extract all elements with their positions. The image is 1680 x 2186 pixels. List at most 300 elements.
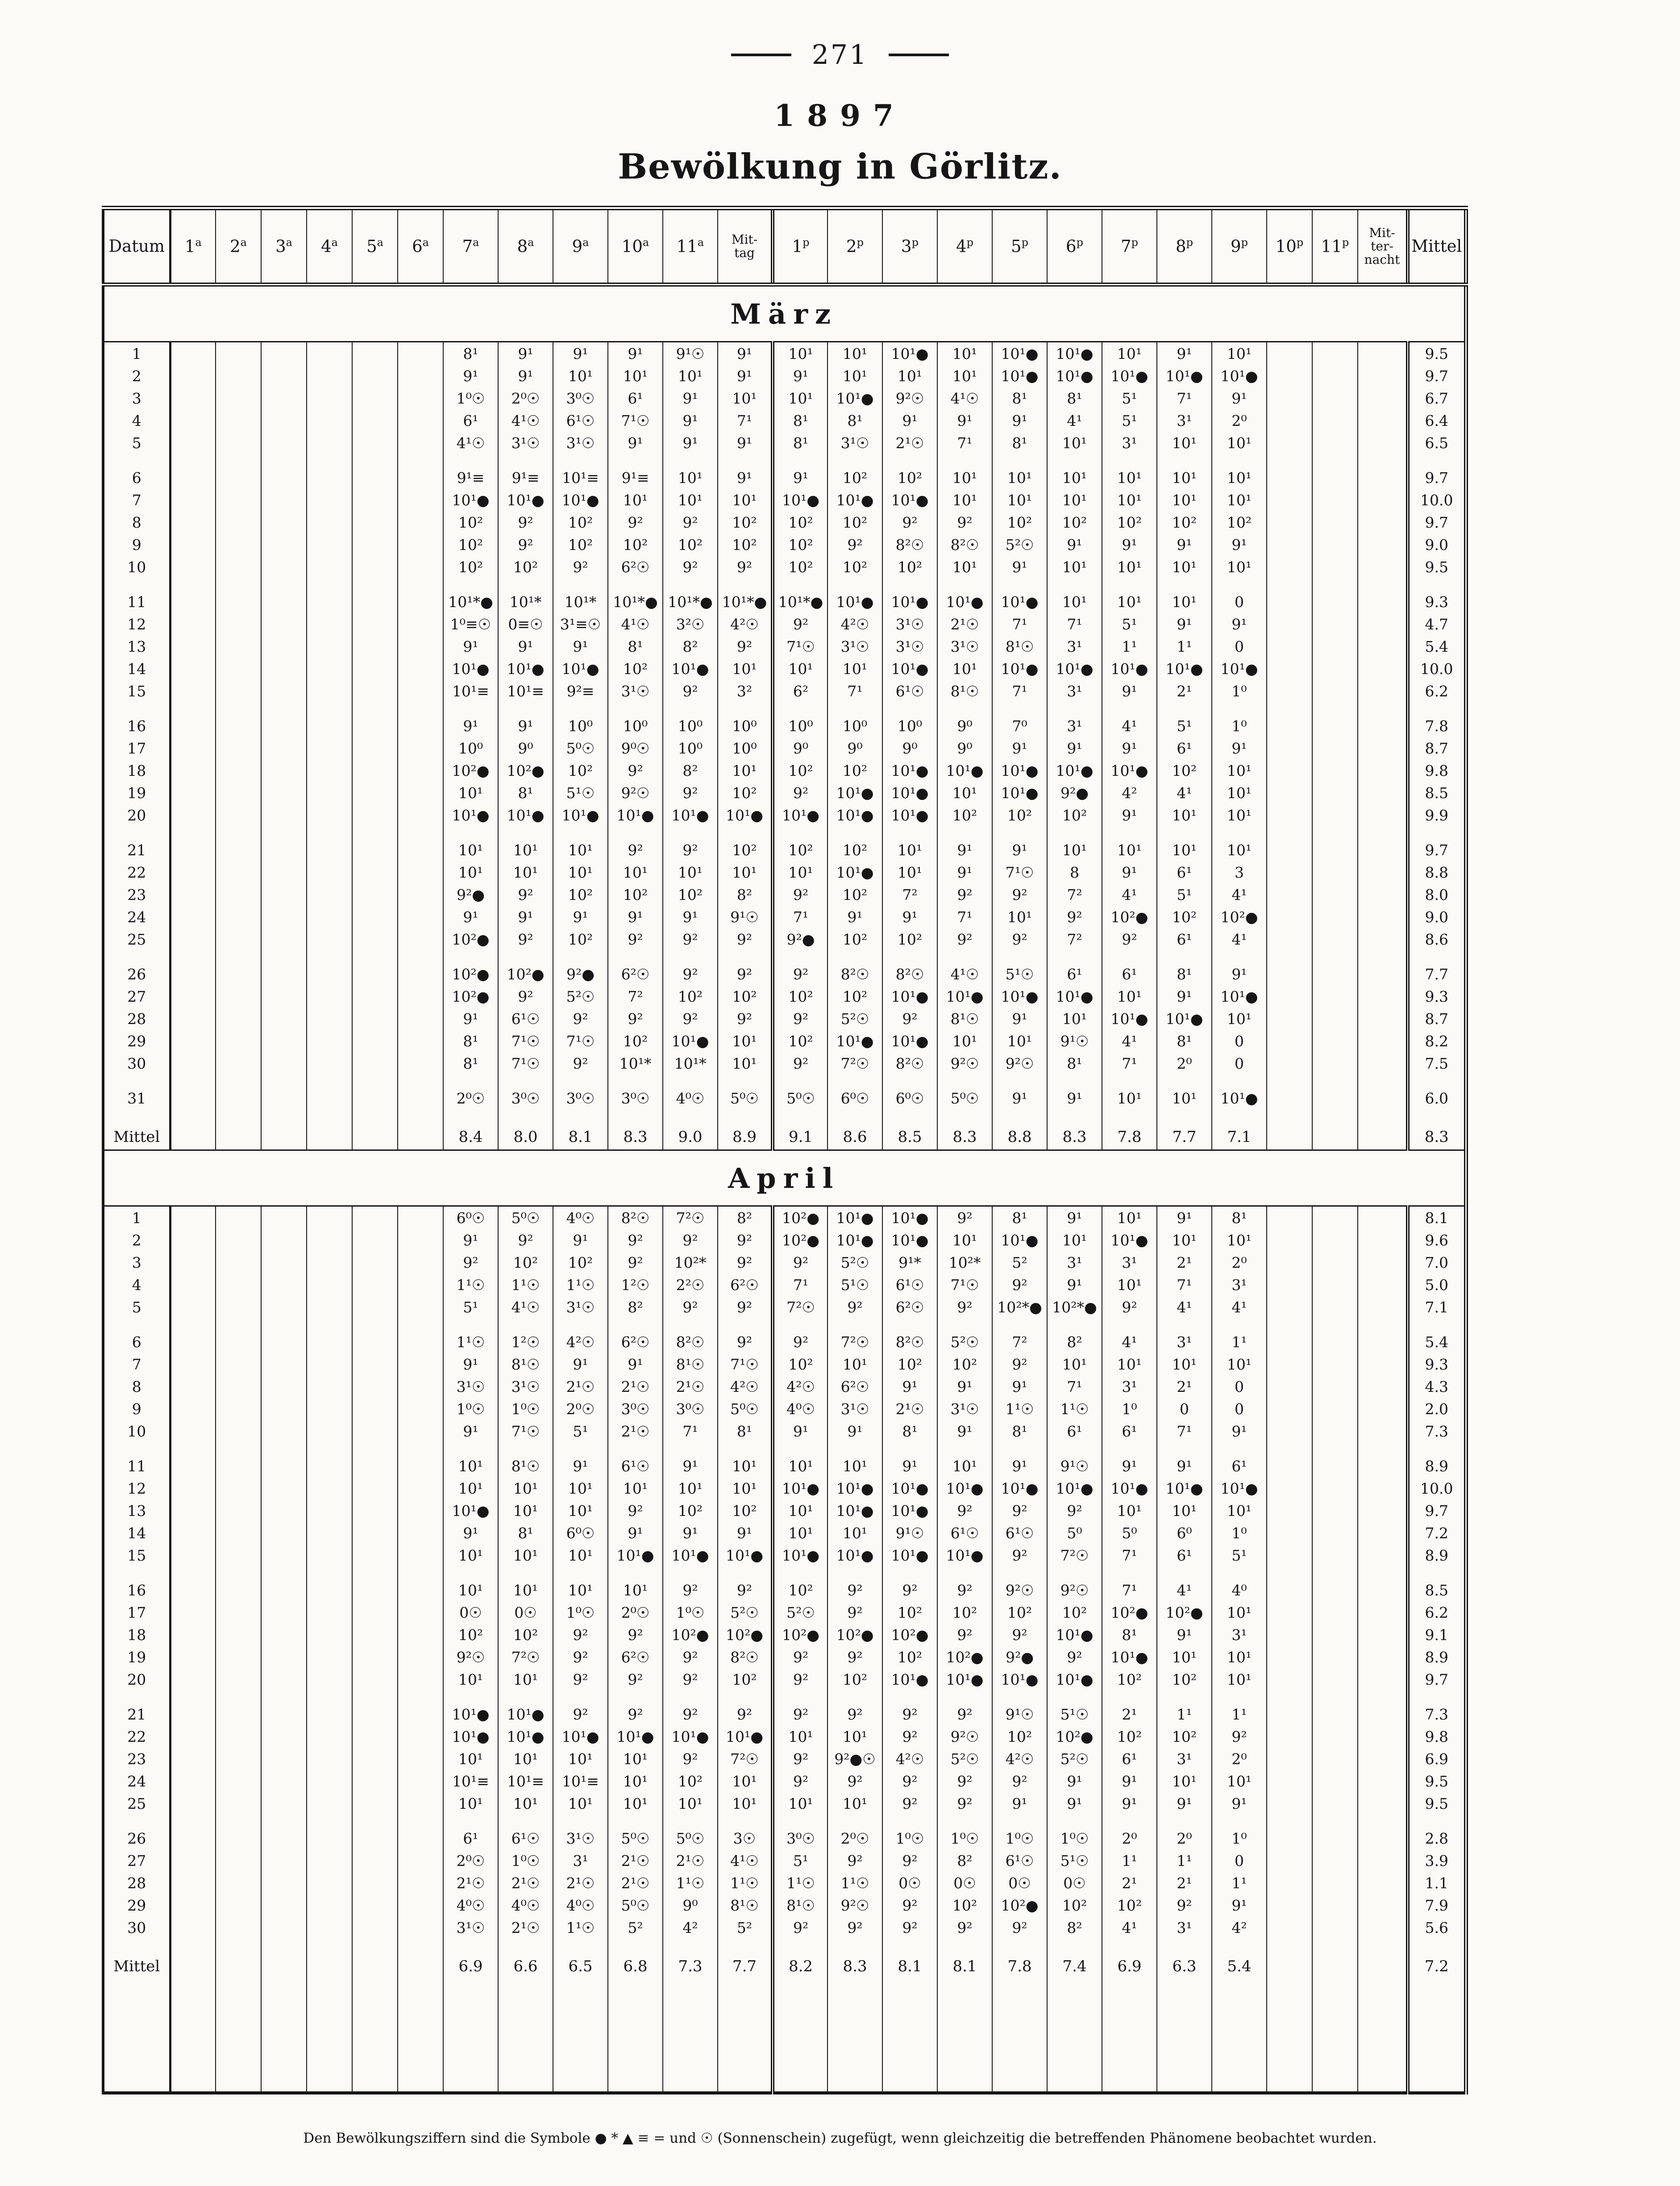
empty-cell	[352, 1792, 398, 1815]
empty-cell	[261, 1748, 307, 1770]
value-cell: 10²	[553, 533, 608, 556]
value-cell: 10¹●	[443, 489, 498, 511]
empty-cell	[216, 342, 261, 365]
empty-cell	[352, 759, 398, 782]
table-row	[103, 1792, 1466, 1815]
value-cell: 10¹	[1102, 454, 1157, 489]
empty-cell	[398, 804, 443, 826]
empty-cell	[1267, 737, 1312, 759]
value-cell: 10⁰	[663, 702, 718, 737]
month-title: April	[103, 1150, 1466, 1206]
value-cell: 0	[1157, 1398, 1212, 1420]
value-cell: 10¹	[443, 1748, 498, 1770]
empty-cell	[170, 1691, 216, 1725]
column-header-6: 6$^p$	[1047, 208, 1102, 285]
value-cell: 9²	[992, 1499, 1047, 1522]
daily-mittel-cell: 8.3	[1408, 1109, 1466, 1150]
empty-cell	[261, 1770, 307, 1792]
value-cell: 0☉	[937, 1872, 992, 1894]
empty-cell	[216, 782, 261, 804]
table-row	[103, 1566, 1466, 1601]
value-cell: 4¹☉	[498, 1296, 553, 1318]
empty-cell	[1358, 1668, 1408, 1691]
value-cell: 10¹	[608, 1770, 663, 1792]
value-cell: 9¹	[663, 387, 718, 409]
value-cell: 10¹≡	[443, 680, 498, 702]
table-row	[103, 635, 1466, 658]
value-cell: 10¹●	[937, 759, 992, 782]
daily-mittel-cell: 6.2	[1408, 1601, 1466, 1624]
value-cell: 9¹	[608, 1353, 663, 1375]
value-cell: 2²☉	[663, 1274, 718, 1296]
value-cell: 6¹☉	[882, 680, 937, 702]
value-cell: 6.6	[498, 1939, 553, 1979]
value-cell: 10¹●	[1212, 1074, 1267, 1109]
empty-cell	[261, 1624, 307, 1646]
value-cell: 10¹	[828, 1522, 882, 1544]
value-cell: 10¹●	[882, 489, 937, 511]
value-cell: 4¹	[1157, 782, 1212, 804]
value-cell: 4¹	[1212, 883, 1267, 906]
value-cell: 3¹☉	[608, 680, 663, 702]
value-cell: 10¹	[773, 1522, 828, 1544]
empty-cell	[1358, 432, 1408, 454]
value-cell: 10¹●	[882, 1668, 937, 1691]
empty-cell	[307, 1420, 352, 1442]
value-cell: 9¹	[663, 906, 718, 928]
empty-cell	[352, 454, 398, 489]
empty-cell	[1312, 861, 1358, 883]
value-cell: 9²	[882, 1770, 937, 1792]
daily-mittel-cell: 8.7	[1408, 737, 1466, 759]
value-cell: 9⁰☉	[608, 737, 663, 759]
value-cell	[553, 1979, 608, 2093]
table-row	[103, 489, 1466, 511]
empty-cell	[261, 365, 307, 387]
value-cell: 1⁰☉	[992, 1815, 1047, 1849]
empty-cell	[261, 1296, 307, 1318]
empty-cell	[170, 883, 216, 906]
value-cell: 2¹☉	[663, 1849, 718, 1872]
value-cell: 8¹	[1047, 1052, 1102, 1074]
table-row	[103, 861, 1466, 883]
value-cell: 8¹☉	[992, 635, 1047, 658]
value-cell: 5¹	[1157, 883, 1212, 906]
empty-cell	[261, 1030, 307, 1052]
empty-cell	[261, 635, 307, 658]
value-cell: 10¹●	[718, 804, 773, 826]
daily-mittel-cell: 8.9	[1408, 1442, 1466, 1477]
value-cell: 9²	[773, 1008, 828, 1030]
empty-cell	[352, 387, 398, 409]
value-cell: 9¹	[1212, 533, 1267, 556]
value-cell: 1¹☉	[773, 1872, 828, 1894]
empty-cell	[261, 950, 307, 985]
value-cell: 9²	[608, 1008, 663, 1030]
empty-cell	[1358, 1725, 1408, 1748]
daily-mittel-cell: 8.7	[1408, 1008, 1466, 1030]
date-cell: 29	[127, 1032, 146, 1050]
value-cell: 9²	[773, 950, 828, 985]
value-cell: 10²	[1157, 511, 1212, 533]
value-cell: 7²☉	[828, 1052, 882, 1074]
empty-cell	[1267, 1251, 1312, 1274]
value-cell: 10¹●	[498, 658, 553, 680]
value-cell: 9¹	[1157, 613, 1212, 635]
value-cell: 10¹●	[828, 1544, 882, 1566]
value-cell: 10²	[882, 1646, 937, 1668]
value-cell: 10²●	[773, 1624, 828, 1646]
empty-cell	[352, 1353, 398, 1375]
value-cell: 10²	[1047, 804, 1102, 826]
empty-cell	[352, 1849, 398, 1872]
empty-cell	[1312, 578, 1358, 613]
daily-mittel-cell: 5.6	[1408, 1916, 1466, 1939]
empty-cell	[261, 1566, 307, 1601]
empty-cell	[170, 1052, 216, 1074]
value-cell: 9²	[1212, 1725, 1267, 1748]
value-cell: 5¹	[1212, 1544, 1267, 1566]
value-cell: 9⁰	[663, 1894, 718, 1916]
value-cell: 9²	[828, 1770, 882, 1792]
value-cell: 7²☉	[498, 1646, 553, 1668]
empty-cell	[170, 1030, 216, 1052]
table-row	[103, 658, 1466, 680]
empty-cell	[1312, 1624, 1358, 1646]
value-cell: 2¹☉	[608, 1375, 663, 1398]
value-cell: 8¹☉	[498, 1353, 553, 1375]
value-cell: 10¹●	[608, 1725, 663, 1748]
empty-cell	[1358, 1566, 1408, 1601]
daily-mittel-cell: 9.7	[1408, 365, 1466, 387]
value-cell: 6¹	[1047, 950, 1102, 985]
empty-cell	[261, 1894, 307, 1916]
daily-mittel-cell: 8.2	[1408, 1030, 1466, 1052]
value-cell: 9²●	[992, 1646, 1047, 1668]
value-cell: 10²	[553, 511, 608, 533]
value-cell: 10¹●	[773, 1544, 828, 1566]
empty-cell	[307, 1030, 352, 1052]
value-cell: 10¹*	[553, 578, 608, 613]
empty-cell	[1312, 1251, 1358, 1274]
empty-cell	[398, 387, 443, 409]
empty-cell	[307, 804, 352, 826]
empty-cell	[307, 613, 352, 635]
empty-cell	[261, 613, 307, 635]
value-cell: 9²	[663, 1566, 718, 1601]
empty-cell	[1358, 1646, 1408, 1668]
table-row	[103, 1274, 1466, 1296]
value-cell: 10²	[882, 1353, 937, 1375]
empty-cell	[261, 804, 307, 826]
value-cell: 9¹	[992, 826, 1047, 861]
table-row	[103, 1770, 1466, 1792]
empty-cell	[398, 1477, 443, 1499]
empty-cell	[1358, 613, 1408, 635]
empty-cell	[216, 1522, 261, 1544]
value-cell: 10¹	[1212, 342, 1267, 365]
date-cell: 25	[127, 930, 146, 948]
value-cell: 10²	[663, 883, 718, 906]
value-cell: 10¹●	[553, 658, 608, 680]
value-cell: 5⁰☉	[773, 1074, 828, 1109]
date-cell: 25	[127, 1795, 146, 1812]
empty-cell	[307, 1398, 352, 1420]
empty-cell	[170, 759, 216, 782]
empty-cell	[216, 365, 261, 387]
value-cell: 9⁰	[937, 702, 992, 737]
value-cell: 10²	[937, 1894, 992, 1916]
value-cell: 10¹●	[443, 658, 498, 680]
value-cell: 9²	[553, 1668, 608, 1691]
date-cell: 7	[132, 491, 141, 509]
value-cell: 10¹●	[992, 342, 1047, 365]
value-cell: 9¹	[1102, 804, 1157, 826]
value-cell: 10²	[828, 511, 882, 533]
empty-cell	[1267, 658, 1312, 680]
empty-cell	[170, 1916, 216, 1939]
empty-cell	[352, 342, 398, 365]
empty-cell	[352, 1420, 398, 1442]
value-cell: 9²	[663, 556, 718, 578]
value-cell: 8¹	[608, 635, 663, 658]
value-cell: 10²	[498, 1624, 553, 1646]
value-cell: 5⁰☉	[608, 1815, 663, 1849]
value-cell: 9²	[608, 511, 663, 533]
empty-cell	[170, 1646, 216, 1668]
value-cell: 3¹☉	[443, 1375, 498, 1398]
empty-cell	[1358, 1770, 1408, 1792]
value-cell: 6¹☉	[498, 1008, 553, 1030]
value-cell: 10¹	[498, 826, 553, 861]
value-cell: 4¹	[1102, 1030, 1157, 1052]
empty-cell	[1267, 1815, 1312, 1849]
table-row	[103, 1353, 1466, 1375]
value-cell: 3¹☉	[828, 1398, 882, 1420]
daily-mittel-cell: 6.4	[1408, 409, 1466, 432]
value-cell: 10¹●	[718, 1725, 773, 1748]
column-header-6: 6$^a$	[398, 208, 443, 285]
date-cell: 27	[127, 987, 146, 1005]
date-cell: 30	[127, 1054, 146, 1072]
value-cell: 5²☉	[773, 1601, 828, 1624]
daily-mittel-cell: 1.1	[1408, 1872, 1466, 1894]
empty-cell	[1358, 950, 1408, 985]
empty-cell	[216, 906, 261, 928]
value-cell: 10¹	[498, 861, 553, 883]
value-cell: 10¹	[443, 1792, 498, 1815]
value-cell: 9¹≡	[443, 454, 498, 489]
empty-cell	[261, 1916, 307, 1939]
empty-cell	[170, 578, 216, 613]
empty-cell	[261, 1353, 307, 1375]
value-cell: 8¹☉	[498, 1442, 553, 1477]
value-cell: 10²	[828, 928, 882, 950]
value-cell: 9¹	[937, 826, 992, 861]
value-cell: 0☉	[443, 1601, 498, 1624]
empty-cell	[307, 1691, 352, 1725]
empty-cell	[216, 1566, 261, 1601]
value-cell: 8¹	[992, 1420, 1047, 1442]
value-cell: 10²	[718, 985, 773, 1008]
empty-cell	[170, 737, 216, 759]
value-cell: 4⁰☉	[498, 1894, 553, 1916]
empty-cell	[1267, 1748, 1312, 1770]
empty-cell	[1312, 1815, 1358, 1849]
empty-cell	[398, 702, 443, 737]
value-cell: 4¹	[1157, 1296, 1212, 1318]
value-cell: 10¹	[1047, 1229, 1102, 1251]
value-cell: 5²☉	[718, 1601, 773, 1624]
value-cell: 9²	[773, 782, 828, 804]
empty-cell	[170, 613, 216, 635]
empty-cell	[1358, 1691, 1408, 1725]
value-cell: 8²☉	[882, 533, 937, 556]
value-cell: 1¹	[1212, 1872, 1267, 1894]
table-row	[103, 702, 1466, 737]
value-cell: 10¹●	[773, 1477, 828, 1499]
empty-cell	[216, 759, 261, 782]
value-cell: 10²	[663, 1499, 718, 1522]
value-cell: 10¹	[937, 556, 992, 578]
empty-cell	[1267, 1566, 1312, 1601]
value-cell: 0☉	[1047, 1872, 1102, 1894]
table-row	[103, 1229, 1466, 1251]
value-cell: 7.4	[1047, 1939, 1102, 1979]
header-row	[103, 208, 1466, 285]
empty-cell	[1267, 1691, 1312, 1725]
value-cell: 10¹	[663, 454, 718, 489]
empty-cell	[398, 1770, 443, 1792]
value-cell: 10²	[882, 454, 937, 489]
value-cell: 10¹	[443, 782, 498, 804]
empty-cell	[398, 1229, 443, 1251]
table-row	[103, 737, 1466, 759]
value-cell: 6⁰☉	[828, 1074, 882, 1109]
value-cell: 10¹	[663, 489, 718, 511]
value-cell	[663, 1979, 718, 2093]
value-cell: 10⁰	[443, 737, 498, 759]
value-cell: 9²	[882, 1566, 937, 1601]
mittel-row	[103, 1109, 1466, 1150]
value-cell: 7¹	[1102, 1566, 1157, 1601]
value-cell: 9²	[718, 1318, 773, 1353]
empty-cell	[1312, 1725, 1358, 1748]
empty-cell	[398, 1624, 443, 1646]
empty-cell	[352, 635, 398, 658]
empty-cell	[398, 533, 443, 556]
value-cell: 0	[1212, 1052, 1267, 1074]
value-cell: 1⁰☉	[937, 1815, 992, 1849]
empty-cell	[1358, 826, 1408, 861]
value-cell: 10¹	[1212, 454, 1267, 489]
value-cell: 9²	[718, 1566, 773, 1601]
daily-mittel-cell: 7.2	[1408, 1939, 1466, 1979]
value-cell: 10¹	[1157, 826, 1212, 861]
value-cell: 9²	[608, 1229, 663, 1251]
empty-cell	[170, 1601, 216, 1624]
table-row	[103, 409, 1466, 432]
value-cell: 1¹	[1157, 1691, 1212, 1725]
table-head	[103, 208, 1466, 285]
empty-cell	[307, 1544, 352, 1566]
value-cell: 10¹	[1102, 489, 1157, 511]
value-cell: 9²	[663, 950, 718, 985]
value-cell: 10¹	[1157, 1646, 1212, 1668]
value-cell: 5⁰☉	[937, 1074, 992, 1109]
daily-mittel-cell: 9.8	[1408, 759, 1466, 782]
empty-cell	[1267, 1074, 1312, 1109]
empty-cell	[261, 1109, 307, 1150]
value-cell: 9⁰	[828, 737, 882, 759]
value-cell: 10¹●	[992, 782, 1047, 804]
value-cell: 7¹☉	[937, 1274, 992, 1296]
value-cell: 9²	[992, 1274, 1047, 1296]
table-row	[103, 804, 1466, 826]
value-cell: 9²	[992, 928, 1047, 950]
value-cell: 9²	[608, 1624, 663, 1646]
empty-cell	[216, 950, 261, 985]
empty-cell	[398, 635, 443, 658]
empty-cell	[1312, 1353, 1358, 1375]
empty-cell	[398, 1894, 443, 1916]
empty-cell	[170, 1770, 216, 1792]
value-cell: 9¹	[663, 1442, 718, 1477]
value-cell: 10¹≡	[498, 680, 553, 702]
empty-cell	[1267, 1894, 1312, 1916]
date-cell: 26	[127, 1829, 146, 1847]
value-cell: 2¹	[1157, 1251, 1212, 1274]
value-cell: 5²	[608, 1916, 663, 1939]
empty-cell	[307, 1109, 352, 1150]
empty-cell	[170, 1624, 216, 1646]
table-row	[103, 1815, 1466, 1849]
value-cell: 1¹	[1157, 635, 1212, 658]
empty-cell	[1312, 804, 1358, 826]
empty-cell	[1312, 1691, 1358, 1725]
value-cell: 9²☉	[1047, 1566, 1102, 1601]
value-cell: 2¹☉	[553, 1872, 608, 1894]
value-cell: 9⁰	[773, 737, 828, 759]
value-cell: 7¹☉	[498, 1030, 553, 1052]
value-cell	[1047, 1979, 1102, 2093]
empty-cell	[216, 1206, 261, 1229]
empty-cell	[1267, 365, 1312, 387]
date-cell: 17	[127, 739, 146, 757]
empty-cell	[216, 578, 261, 613]
value-cell: 6⁰☉	[882, 1074, 937, 1109]
daily-mittel-cell: 9.7	[1408, 826, 1466, 861]
value-cell: 10²	[1102, 511, 1157, 533]
empty-cell	[307, 635, 352, 658]
empty-cell	[1267, 1442, 1312, 1477]
daily-mittel-cell: 9.9	[1408, 804, 1466, 826]
empty-cell	[1312, 906, 1358, 928]
empty-cell	[352, 578, 398, 613]
empty-cell	[1358, 1624, 1408, 1646]
value-cell: 1¹☉	[553, 1916, 608, 1939]
value-cell: 9²	[718, 950, 773, 985]
empty-cell	[398, 409, 443, 432]
date-cell: 27	[127, 1852, 146, 1870]
empty-cell	[216, 1894, 261, 1916]
empty-cell	[398, 1916, 443, 1939]
value-cell: 10¹●	[828, 861, 882, 883]
empty-cell	[1267, 1318, 1312, 1353]
value-cell: 10²	[773, 826, 828, 861]
empty-cell	[216, 1477, 261, 1499]
value-cell: 10¹●	[1047, 1624, 1102, 1646]
